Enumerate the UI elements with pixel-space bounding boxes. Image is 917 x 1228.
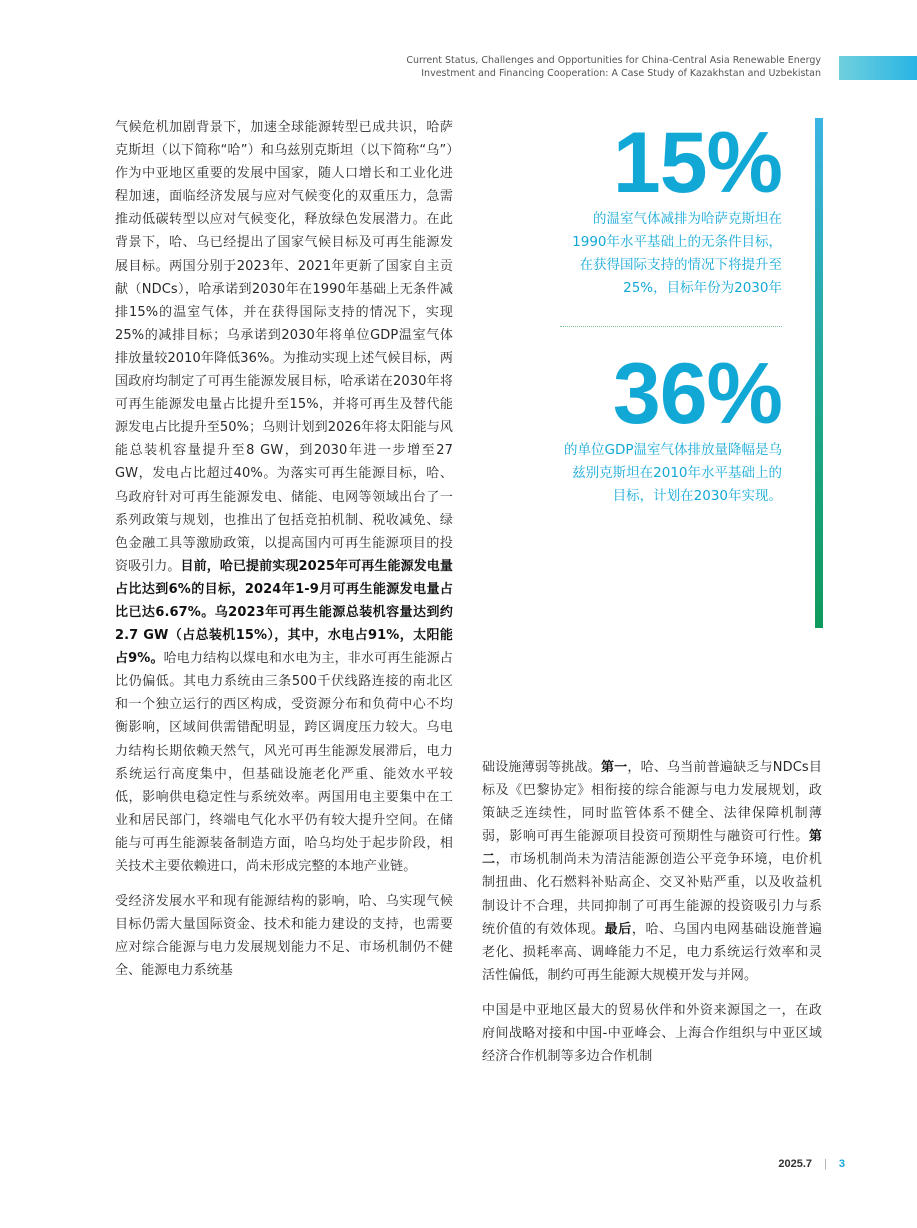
stats-vertical-bar bbox=[815, 118, 823, 628]
intro-text-continued: 哈电力结构以煤电和水电为主，非水可再生能源占比仍偏低。其电力系统由三条500千伏线路连接的南北区和一个独立运行的西区构成，受资源分布和负荷中心不均衡影响，区域间供需错配明显，跨区调度压力较大。乌电力结构长期依赖天然气，风光可再生能源发展滞后，电力系统运行高度集中，但基础设施老化严重、能效水平较低，影响供电稳定性与系统效率。两国用电主要集中在工业和居民部门，终端电气化水平仍有较大提升空间。在储能与可再生能源装备制造方面，哈乌均处于起步阶段，相关技术主要依赖进口，尚未形成完整的本地产业链。 bbox=[115, 651, 453, 874]
stat-uzbekistan-description: 的单位GDP温室气体排放量降幅是乌兹别克斯坦在2010年水平基础上的目标，计划在2030年实现。 bbox=[564, 442, 782, 504]
paragraph-challenges-start: 受经济发展水平和现有能源结构的影响，哈、乌实现气候目标仍需大量国际资金、技术和能力建设的支持，也需要应对综合能源与电力发展规划能力不足、市场机制仍不健全、能源电力系统基 bbox=[115, 894, 453, 979]
second-text: ，市场机制尚未为清洁能源创造公平竞争环境，电价机制扭曲、化石燃料补贴高企、交叉补贴严重，以及收益机制设计不合理，共同抑制了可再生能源的投资吸引力与系统价值的有效体现。 bbox=[482, 852, 822, 937]
stat-uzbekistan-value: 36% bbox=[612, 346, 782, 442]
stat-kazakhstan-description: 的温室气体减排为哈萨克斯坦在1990年水平基础上的无条件目标，在获得国际支持的情况下将提升至25%，目标年份为2030年 bbox=[572, 211, 782, 296]
intro-highlight: 目前，哈已提前实现2025年可再生能源发电量占比达到6%的目标，2024年1-9月可再生能源发电量占比已达6.67%。乌2023年可再生能源总装机容量达到约2.7 GW（占总装机15%），其中，水电占91%，太阳能占9%。 bbox=[115, 558, 453, 667]
paragraph-intro bbox=[115, 116, 453, 878]
header-line-2: Investment and Financing Cooperation: A Case Study of Kazakhstan and Uzbekistan bbox=[421, 68, 821, 79]
paragraph-china-role: 中国是中亚地区最大的贸易伙伴和外资来源国之一，在政府间战略对接和中国-中亚峰会、上海合作组织与中亚区域经济合作机制等多边合作机制 bbox=[482, 1002, 822, 1065]
challenges-text: 础设施薄弱等挑战。 bbox=[482, 760, 601, 775]
stats-divider bbox=[560, 326, 782, 327]
left-column bbox=[115, 116, 453, 982]
first-label: 第一 bbox=[600, 760, 628, 775]
footer-date: 2025.7 bbox=[778, 1158, 813, 1170]
stat-kazakhstan-value: 15% bbox=[612, 115, 782, 211]
running-header bbox=[361, 54, 821, 80]
stats-panel bbox=[560, 115, 782, 508]
last-label: 最后 bbox=[604, 921, 632, 937]
first-text: ，哈、乌当前普遍缺乏与NDCs目标及《巴黎协定》相衔接的综合能源与电力发展规划，政策缺乏连续性，同时监管体系不健全、法律保障机制薄弱，影响可再生能源项目投资可预期性与融资可行性。 bbox=[482, 760, 823, 845]
last-text: ，哈、乌国内电网基础设施普遍老化、损耗率高、调峰能力不足，电力系统运行效率和灵活性偏低，制约可再生能源大规模开发与并网。 bbox=[482, 921, 823, 983]
page-footer bbox=[778, 1158, 845, 1170]
page-number: 3 bbox=[838, 1158, 845, 1170]
intro-text: 气候危机加剧背景下，加速全球能源转型已成共识，哈萨克斯坦（以下简称“哈”）和乌兹别克斯坦（以下简称“乌”）作为中亚地区重要的发展中国家，随人口增长和工业化进程加速，面临经济发展与应对气候变化的双重压力，急需推动低碳转型以应对气候变化，释放绿色发展潜力。在此背景下，哈、乌已经提出了国家气候目标及可再生能源发展目标。两国分别于2023年、2021年更新了国家自主贡献（NDCs），哈承诺到2030年在1990年基础上无条件减排15%的温室气体，并在获得国际支持的情况下，实现25%的减排目标；乌承诺到2030年将单位GDP温室气体排放量较2010年降低36%。为推动实现上述气候目标，两国政府均制定了可再生能源发展目标，哈承诺在2030年将可再生能源发电量占比提升至15%，并将可再生及替代能源发电占比提升至50%；乌则计划到2026年将太阳能与风能总装机容量提升至8 GW，到2030年进一步增至27 GW，发电占比超过40%。为落实可再生能源目标，哈、乌政府针对可再生能源发电、储能、电网等领域出台了一系列政策与规划，也推出了包括竞拍机制、税收减免、绿色金融工具等激励政策，以提高国内可再生能源项目的投资吸引力。 bbox=[115, 120, 453, 574]
header-accent-bar bbox=[839, 56, 917, 80]
footer-separator: | bbox=[824, 1158, 827, 1170]
second-label: 第二 bbox=[482, 829, 822, 868]
right-column bbox=[482, 756, 822, 1068]
paragraph-challenges bbox=[482, 756, 822, 987]
header-line-1: Current Status, Challenges and Opportunities for China-Central Asia Renewable Energy bbox=[406, 55, 821, 66]
